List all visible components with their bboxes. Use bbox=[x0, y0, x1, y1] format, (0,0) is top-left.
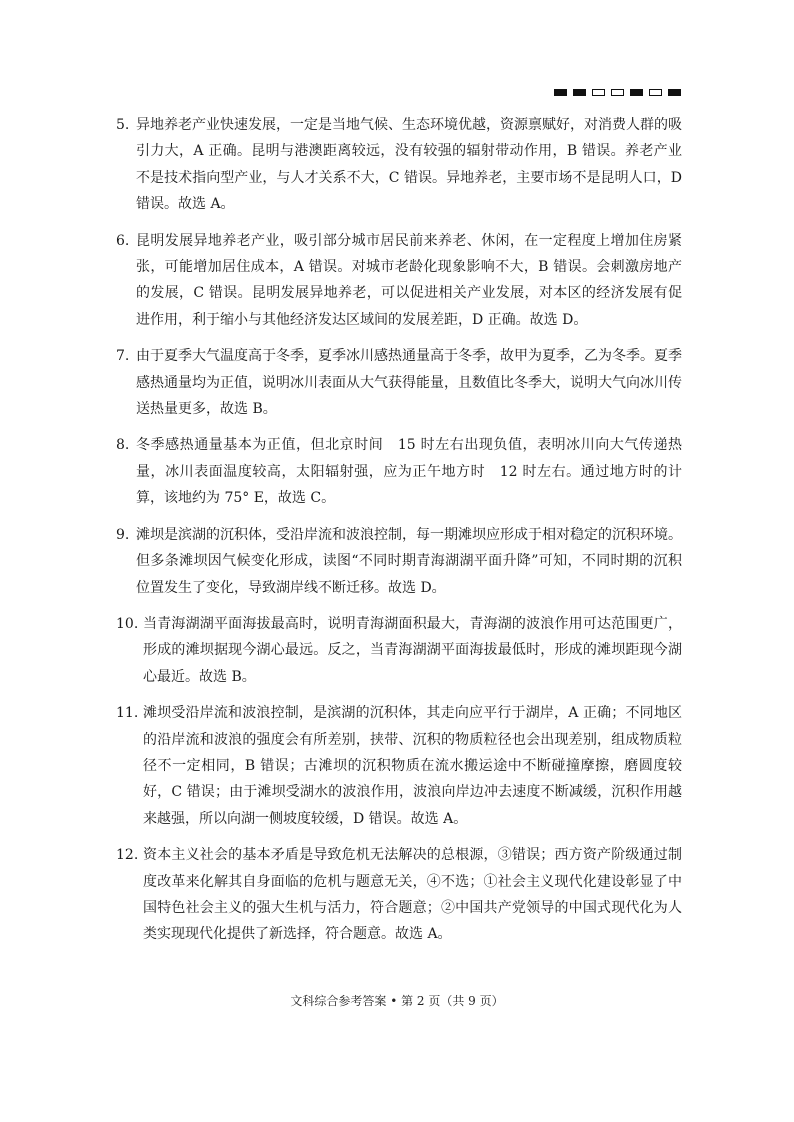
header-mark bbox=[630, 89, 643, 96]
header-mark bbox=[611, 89, 624, 96]
answer-text: 当青海湖湖平面海拔最高时，说明青海湖面积最大，青海湖的波浪作用可达范围更广，形成的滩坝据现今湖心最远。反之，当青海湖湖平面海拔最低时，形成的滩坝距现今湖心最近。故选 B。 bbox=[143, 615, 682, 685]
answer-item-7 bbox=[116, 343, 682, 422]
answer-text: 异地养老产业快速发展，一定是当地气候、生态环境优越，资源禀赋好，对消费人群的吸引力大，A 正确。昆明与港澳距离较远，没有较强的辐射带动作用，B 错误。养老产业不是技术指向型产业，与人才关系不大，C 错误。异地养老，主要市场不是昆明人口，D 错误。故选 A。 bbox=[136, 117, 682, 213]
answer-number: 6. bbox=[116, 232, 130, 249]
header-mark bbox=[554, 89, 567, 96]
answer-list bbox=[116, 112, 682, 958]
answer-text: 资本主义社会的基本矛盾是导致危机无法解决的总根源，③错误；西方资产阶级通过制度改革来化解其自身面临的危机与题意无关，④不选；①社会主义现代化建设彰显了中国特色社会主义的强大生机与活力，符合题意；②中国共产党领导的中国式现代化为人类实现现代化提供了新选择，符合题意。故选 A。 bbox=[143, 847, 682, 943]
answer-number: 8. bbox=[116, 437, 130, 454]
answer-text: 冬季感热通量基本为正值，但北京时间 15 时左右出现负值，表明冰川向大气传递热量，冰川表面温度较高，太阳辐射强，应为正午地方时 12 时左右。通过地方时的计算，该地约为 75° E，故选 C。 bbox=[136, 437, 682, 507]
answer-text: 滩坝是滨湖的沉积体，受沿岸流和波浪控制，每一期滩坝应形成于相对稳定的沉积环境。但多条滩坝因气候变化形成，读图“不同时期青海湖湖平面升降”可知，不同时期的沉积位置发生了变化，导致湖岸线不断迁移。故选 D。 bbox=[136, 526, 682, 596]
header-mark bbox=[573, 89, 586, 96]
page-footer: 文科综合参考答案 • 第 2 页（共 9 页） bbox=[290, 994, 504, 1008]
answer-item-6 bbox=[116, 228, 682, 334]
answer-text: 昆明发展异地养老产业，吸引部分城市居民前来养老、休闲，在一定程度上增加住房紧张，可能增加居住成本，A 错误。对城市老龄化现象影响不大，B 错误。会刺激房地产的发展，C 错误。昆明发展异地养老，可以促进相关产业发展，对本区的经济发展有促进作用，利于缩小与其他经济发达区域间的发展差距，D 正确。故选 D。 bbox=[136, 232, 682, 328]
answer-number: 5. bbox=[116, 117, 130, 133]
answer-item-5 bbox=[116, 112, 682, 218]
answer-text: 由于夏季大气温度高于冬季，夏季冰川感热通量高于冬季，故甲为夏季，乙为冬季。夏季感热通量均为正值，说明冰川表面从大气获得能量，且数值比冬季大，说明大气向冰川传送热量更多，故选 B。 bbox=[136, 348, 682, 418]
answer-number: 11. bbox=[116, 705, 139, 722]
header-marks bbox=[554, 89, 681, 96]
answer-number: 10. bbox=[116, 615, 139, 632]
answer-item-9 bbox=[116, 522, 682, 601]
answer-text: 滩坝受沿岸流和波浪控制，是滨湖的沉积体，其走向应平行于湖岸，A 正确；不同地区的沿岸流和波浪的强度会有所差别，挟带、沉积的物质粒径也会出现差别，组成物质粒径不一定相同，B 错误；古滩坝的沉积物质在流水搬运途中不断碰撞摩擦，磨圆度较好，C 错误；由于滩坝受湖水的波浪作用，波浪向岸边冲去速度不断减缓，沉积作用越来越强，所以向湖一侧坡度较缓，D 错误。故选 A。 bbox=[143, 705, 682, 827]
answer-item-10 bbox=[116, 611, 682, 690]
answer-item-11 bbox=[116, 700, 682, 832]
answer-item-8 bbox=[116, 432, 682, 511]
answer-number: 9. bbox=[116, 526, 130, 543]
header-mark bbox=[649, 89, 662, 96]
header-mark bbox=[592, 89, 605, 96]
answer-number: 12. bbox=[116, 847, 139, 864]
answer-item-12 bbox=[116, 842, 682, 948]
answer-number: 7. bbox=[116, 348, 130, 365]
header-mark bbox=[668, 89, 681, 96]
